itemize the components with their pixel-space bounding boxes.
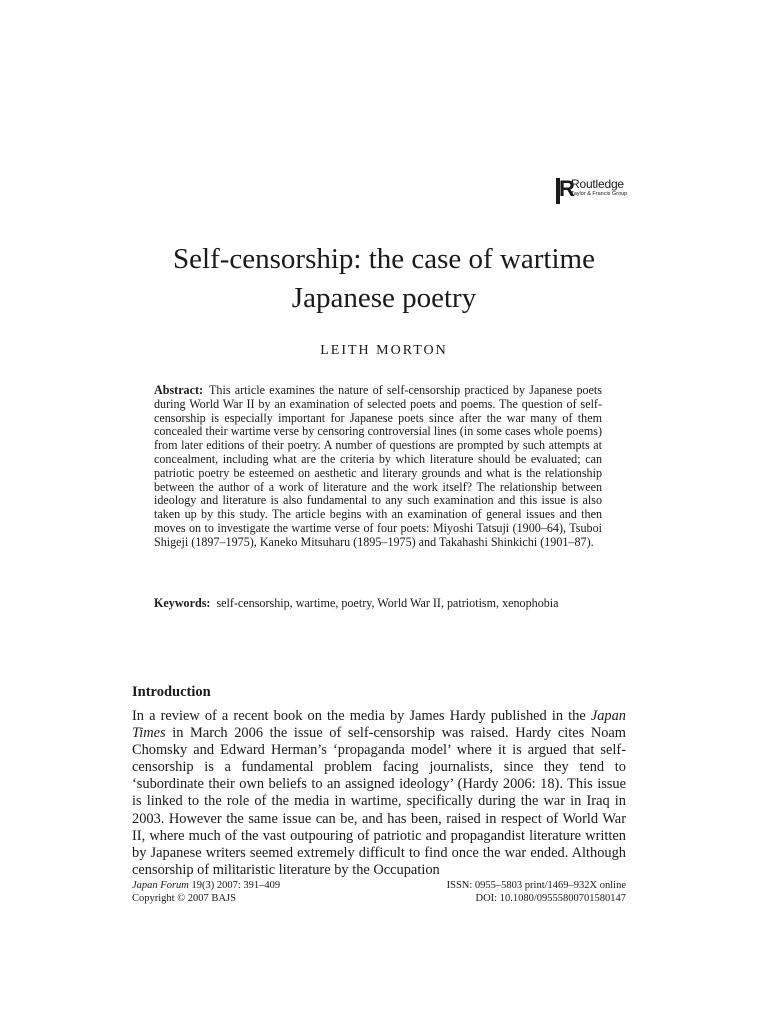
copyright: Copyright © 2007 BAJS	[132, 892, 236, 904]
journal-citation	[132, 880, 280, 893]
doi: DOI: 10.1080/09555800701580147	[475, 892, 626, 904]
introduction-paragraph	[132, 708, 626, 879]
intro-italic-title: Japan Times	[132, 708, 626, 742]
keywords-label: Keywords:	[154, 596, 211, 610]
article-author: LEITH MORTON	[320, 343, 448, 358]
keywords-text: self-censorship, wartime, poetry, World War II, patriotism, xenophobia	[216, 596, 559, 610]
intro-text-rest: in March 2006 the issue of self-censorship was raised. Hardy cites Noam Chomsky and Edward Herman’s ‘propaganda model’ where it is argued that self-censorship is a fundamental problem facing journalists, since they tend to ‘subordinate their own beliefs to an assigned ideology’ (Hardy 2006: 18). This issue is linked to the role of the media in wartime, specifically during the war in Iraq in 2003. However the same issue can be, and has been, raised in respect of World War II, where much of the vast outpouring of patriotic and propagandist literature written by Japanese writers seemed extremely difficult to find once the war ended. Although censorship of militaristic literature by the Occupation	[132, 725, 626, 878]
journal-name: Japan Forum	[132, 880, 189, 891]
title-line-2: Japanese poetry	[291, 282, 477, 314]
publisher-name: Routledge	[571, 177, 624, 191]
page-footer	[132, 880, 626, 905]
routledge-mark-icon: R	[556, 178, 568, 204]
abstract	[154, 384, 602, 550]
keywords	[154, 597, 602, 611]
abstract-label: Abstract:	[154, 383, 204, 397]
issn: ISSN: 0955–5803 print/1469–932X online	[446, 880, 626, 891]
section-heading-introduction: Introduction	[132, 684, 211, 700]
abstract-text: This article examines the nature of self-censorship practiced by Japanese poets during World War II by an examination of selected poets and poems. The question of self-censorship is especially important for Japanese poets since after the war many of them concealed their wartime verse by censoring controversial lines (in some cases whole poems) from later editions of their poetry. A number of questions are prompted by such attempts at concealment, including what are the criteria by which literature should be evaluated; can patriotic poetry be esteemed on aesthetic and literary grounds and what is the relationship between the author of a work of literature and the work itself? The relationship between ideology and literature is also fundamental to any such examination and this issue is also taken up by this study. The article begins with an examination of general issues and then moves on to investigate the wartime verse of four poets: Miyoshi Tatsuji (1900–64), Tsuboi Shigeji (1897–1975), Kaneko Mitsuharu (1895–1975) and Takahashi Shinkichi (1901–87).	[154, 383, 602, 549]
intro-text-start: In a review of a recent book on the media by James Hardy published in the	[132, 708, 591, 724]
article-title	[100, 240, 668, 318]
publisher-group: Taylor & Francis Group	[571, 191, 628, 197]
publisher-logo	[556, 178, 627, 204]
title-line-1: Self-censorship: the case of wartime	[173, 243, 595, 275]
journal-issue: 19(3) 2007: 391–409	[188, 880, 281, 891]
